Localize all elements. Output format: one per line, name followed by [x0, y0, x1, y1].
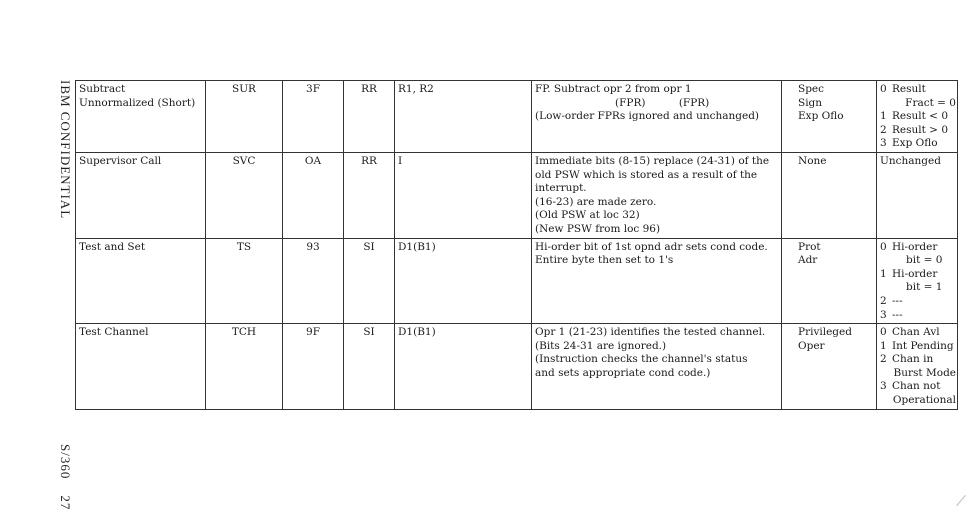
instruction-name-cell: [76, 152, 206, 238]
condition-code-cell: [877, 238, 958, 324]
description-line: Hi-order bit of 1st opnd adr sets cond code.: [535, 240, 768, 253]
condition-code-line: [880, 295, 956, 309]
condition-code-number: 2: [880, 294, 887, 307]
table-row: [76, 324, 958, 410]
condition-code-line: [880, 353, 956, 367]
condition-code-text: Exp Oflo: [892, 137, 938, 150]
operands-cell: [395, 152, 532, 238]
condition-code-line: [880, 380, 956, 394]
exceptions-cell: [782, 324, 877, 410]
operands-cell: [395, 324, 532, 410]
condition-code-line: [880, 155, 956, 169]
corner-mark: [956, 495, 966, 506]
description-cell: [532, 238, 782, 324]
mnemonic-value: SUR: [232, 83, 256, 95]
mnemonic-cell: [206, 152, 283, 238]
operands-cell: [395, 81, 532, 153]
exception-line: None: [798, 154, 827, 167]
description-cell: [532, 324, 782, 410]
condition-code-line: [880, 340, 956, 354]
condition-code-text: Operational: [892, 394, 956, 407]
condition-code-line: [880, 124, 956, 138]
description-line: (Low-order FPRs ignored and unchanged): [535, 110, 760, 123]
mnemonic-value: SVC: [232, 154, 256, 167]
description-cell: [532, 81, 782, 153]
description-line: (16-23) are made zero.: [535, 195, 657, 208]
exception-line: Oper: [798, 339, 825, 352]
op-code-cell: [283, 81, 344, 153]
op-code-value: 9F: [306, 326, 320, 339]
condition-code-text: Result < 0: [892, 110, 949, 123]
format-value: SI: [363, 326, 375, 339]
condition-code-text: ---: [892, 308, 903, 321]
mnemonic-cell: [206, 324, 283, 410]
condition-code-number: 1: [880, 339, 887, 352]
table-row: [76, 238, 958, 324]
condition-code-number: 3: [880, 308, 887, 321]
condition-code-text: Chan Avl: [892, 326, 940, 339]
condition-code-number: 2: [880, 123, 887, 136]
description-line: (New PSW from loc 96): [535, 222, 661, 235]
condition-code-text: Fract = 0: [905, 96, 956, 109]
condition-code-text: Hi-order: [892, 240, 938, 253]
op-code-cell: [283, 324, 344, 410]
instruction-name-line: Subtract: [79, 83, 126, 95]
op-code-value: 3F: [306, 83, 320, 95]
condition-code-number: 2: [880, 353, 887, 366]
format-cell: [344, 324, 395, 410]
format-cell: [344, 81, 395, 153]
condition-code-cell: [877, 152, 958, 238]
mnemonic-cell: [206, 238, 283, 324]
condition-code-line: [880, 97, 956, 111]
description-line: old PSW which is stored as a result of the: [535, 168, 758, 181]
condition-code-line: [880, 241, 956, 255]
instruction-name-line: Supervisor Call: [79, 154, 162, 167]
condition-code-cell: [877, 81, 958, 153]
condition-code-number: 0: [880, 326, 887, 339]
exception-line: Spec: [798, 83, 825, 95]
instruction-name-cell: [76, 238, 206, 324]
description-line: (FPR) (FPR): [615, 96, 710, 109]
exception-line: Sign: [798, 96, 823, 109]
exception-line: Prot: [798, 240, 821, 253]
condition-code-line: [880, 309, 956, 323]
condition-code-number: 3: [880, 137, 887, 150]
condition-code-line: [880, 254, 956, 268]
condition-code-line: [880, 268, 956, 282]
description-line: (Bits 24-31 are ignored.): [535, 339, 667, 352]
description-line: Opr 1 (21-23) identifies the tested channel.: [535, 326, 766, 339]
condition-code-number: 1: [880, 267, 887, 280]
instruction-table: [75, 80, 958, 410]
condition-code-line: [880, 281, 956, 295]
description-line: FP. Subtract opr 2 from opr 1: [535, 83, 692, 95]
exception-line: Privileged: [798, 326, 852, 339]
table-row: [76, 81, 958, 153]
description-line: and sets appropriate cond code.): [535, 366, 711, 379]
condition-code-text: Result: [892, 83, 926, 95]
op-code-cell: [283, 152, 344, 238]
condition-code-text: Burst Mode: [893, 366, 956, 379]
condition-code-cell: [877, 324, 958, 410]
condition-code-text: ---: [892, 294, 903, 307]
mnemonic-value: TS: [236, 240, 252, 253]
format-cell: [344, 238, 395, 324]
exception-line: Adr: [798, 254, 818, 267]
condition-code-text: Result > 0: [892, 123, 949, 136]
instruction-name-line: Unnormalized (Short): [79, 96, 196, 109]
condition-code-number: 0: [880, 240, 887, 253]
condition-code-line: [880, 326, 956, 340]
condition-code-text: Hi-order: [892, 267, 938, 280]
series-label: S/360: [58, 444, 73, 480]
operands-value: D1(B1): [398, 326, 436, 339]
description-line: (Instruction checks the channel's status: [535, 353, 748, 366]
operands-value: D1(B1): [398, 240, 436, 253]
op-code-value: 93: [306, 240, 320, 253]
condition-code-text: bit = 0: [906, 254, 943, 267]
condition-code-text: Int Pending: [892, 339, 954, 352]
confidential-label: IBM CONFIDENTIAL: [58, 80, 73, 220]
description-line: Immediate bits (8-15) replace (24-31) of the: [535, 154, 770, 167]
operands-value: I: [398, 154, 403, 167]
description-line: Entire byte then set to 1's: [535, 254, 674, 267]
table-row: [76, 152, 958, 238]
condition-code-number: 1: [880, 110, 887, 123]
format-value: RR: [361, 154, 377, 167]
format-value: SI: [363, 240, 375, 253]
condition-code-line: [880, 367, 956, 381]
condition-code-number: 3: [880, 380, 887, 393]
exceptions-cell: [782, 81, 877, 153]
description-line: (Old PSW at loc 32): [535, 209, 640, 222]
exception-line: Exp Oflo: [798, 110, 844, 123]
condition-code-line: [880, 394, 956, 408]
condition-code-line: [880, 110, 956, 124]
instruction-name-line: Test and Set: [79, 240, 146, 253]
op-code-cell: [283, 238, 344, 324]
format-cell: [344, 152, 395, 238]
description-line: interrupt.: [535, 182, 587, 195]
description-cell: [532, 152, 782, 238]
operands-cell: [395, 238, 532, 324]
op-code-value: OA: [304, 154, 322, 167]
condition-code-text: Unchanged: [880, 154, 941, 167]
operands-value: R1, R2: [398, 83, 434, 95]
condition-code-text: Chan in: [892, 353, 934, 366]
condition-code-text: Chan not: [892, 380, 941, 393]
instruction-name-line: Test Channel: [79, 326, 149, 339]
format-value: RR: [361, 83, 377, 95]
condition-code-number: 0: [880, 83, 887, 95]
page-number: 27: [58, 495, 73, 511]
exceptions-cell: [782, 152, 877, 238]
mnemonic-value: TCH: [231, 326, 257, 339]
mnemonic-cell: [206, 81, 283, 153]
condition-code-line: [880, 137, 956, 151]
instruction-name-cell: [76, 81, 206, 153]
exceptions-cell: [782, 238, 877, 324]
page-number-label: [57, 444, 73, 510]
condition-code-line: [880, 83, 956, 97]
instruction-name-cell: [76, 324, 206, 410]
condition-code-text: bit = 1: [906, 281, 943, 294]
